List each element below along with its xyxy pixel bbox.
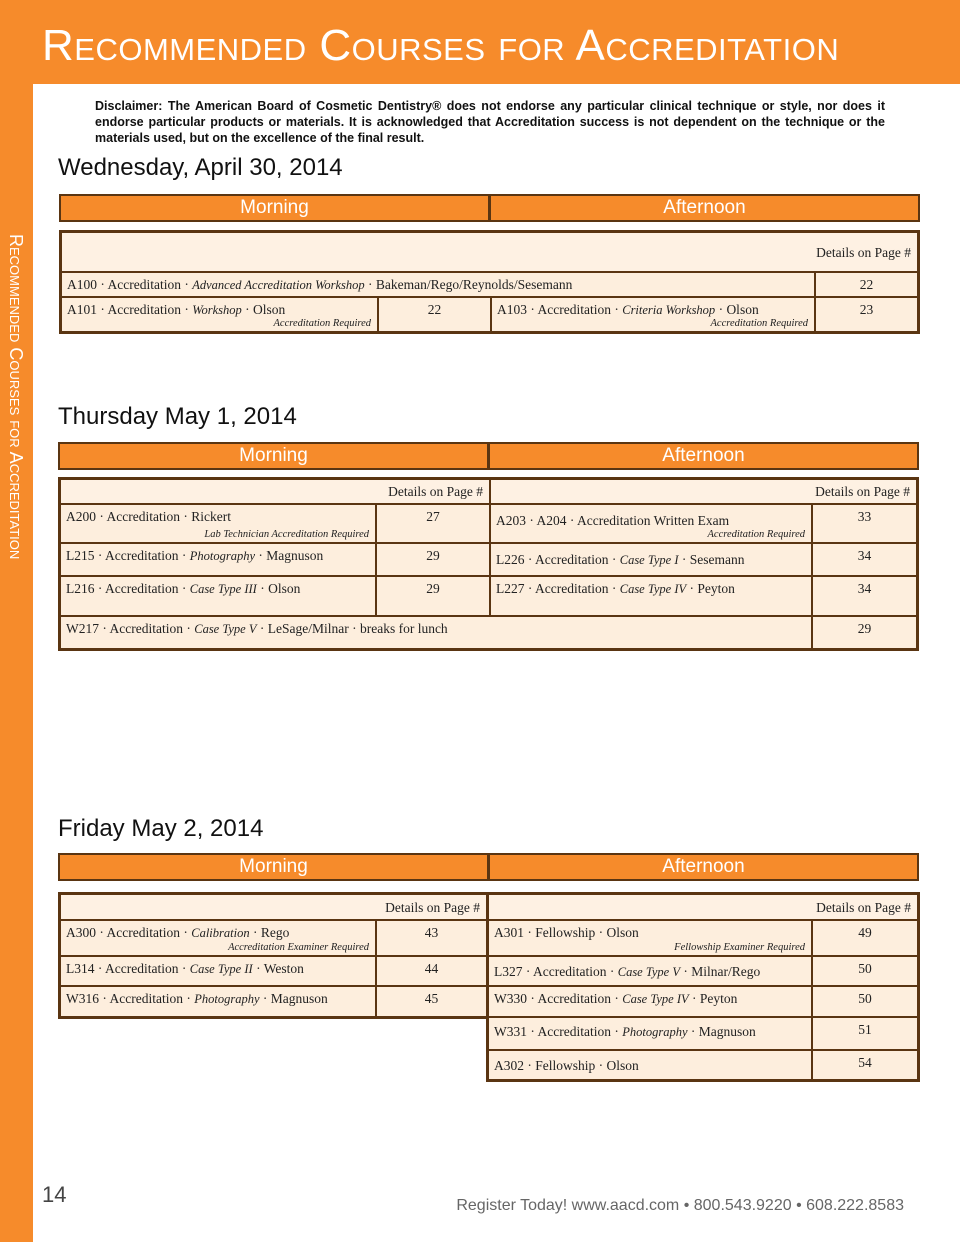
page-ref: 45 xyxy=(376,986,487,1017)
separator: · xyxy=(687,1024,699,1039)
course-instructor: Peyton xyxy=(699,991,738,1006)
separator: · xyxy=(94,548,106,563)
sidebar-title: Recommended Courses for Accreditation xyxy=(6,234,26,560)
course-instructor: Magnuson xyxy=(698,1024,756,1039)
page-ref: 49 xyxy=(812,920,918,956)
details-label-text: Details on Page # xyxy=(388,484,483,499)
separator: · xyxy=(595,925,607,940)
separator: · xyxy=(678,552,690,567)
separator: · xyxy=(524,925,536,940)
morning-header: Morning xyxy=(58,442,489,470)
separator: · xyxy=(256,621,268,636)
table-row xyxy=(60,616,812,649)
page-ref: 29 xyxy=(376,576,490,616)
page-ref: 22 xyxy=(815,272,918,297)
course-code: W217 xyxy=(66,621,99,636)
course-code: L215 xyxy=(66,548,95,563)
separator: · xyxy=(364,277,376,292)
course-instructor: Magnuson xyxy=(270,991,328,1006)
separator: · xyxy=(524,1058,536,1073)
course-code: A103 xyxy=(497,302,527,317)
course-name: Case Type V xyxy=(194,622,257,636)
separator: · xyxy=(527,991,538,1006)
course-name: Photography xyxy=(622,1025,688,1039)
page-title: Recommended Courses for Accreditation xyxy=(42,21,840,70)
course-category: Accreditation xyxy=(107,277,181,292)
details-label xyxy=(60,479,490,504)
separator: · xyxy=(178,581,190,596)
separator: · xyxy=(610,991,623,1006)
course-name: Case Type IV xyxy=(619,582,687,596)
separator: · xyxy=(255,548,267,563)
course-instructor: Bakeman/Rego/Reynolds/Sesemann xyxy=(375,277,573,292)
table-row xyxy=(60,956,376,986)
course-category: Accreditation xyxy=(109,991,183,1006)
table-row xyxy=(488,1017,812,1050)
separator: · xyxy=(99,621,110,636)
day-title-wednesday: Wednesday, April 30, 2014 xyxy=(58,154,343,181)
schedule-table-wednesday xyxy=(59,230,920,334)
table-row xyxy=(490,504,812,543)
course-code: A300 xyxy=(66,925,96,940)
separator: · xyxy=(715,302,727,317)
separator: · xyxy=(606,964,618,979)
separator: · xyxy=(96,925,107,940)
disclaimer: Disclaimer: The American Board of Cosmetic Dentistry® does not endorse any particular clinical technique or style, nor does it endorse particular products or materials. It is acknowledged that Accreditation success is not dependent on the technique or the materials used, but on the excellence of the final result. xyxy=(95,99,885,145)
table-row xyxy=(60,504,376,543)
details-label-text: Details on Page # xyxy=(385,900,480,915)
course-instructor: LeSage/Milnar · breaks for lunch xyxy=(267,621,448,636)
course-instructor: Olson xyxy=(253,302,286,317)
course-name: Case Type II xyxy=(189,962,253,976)
details-label xyxy=(490,479,917,504)
page-ref: 27 xyxy=(376,504,490,543)
course-code: L314 xyxy=(66,961,95,976)
schedule-table-friday-afternoon xyxy=(486,892,920,1082)
schedule-table-friday-morning xyxy=(58,892,489,1019)
course-code: A302 xyxy=(494,1058,524,1073)
afternoon-header: Afternoon xyxy=(488,442,919,470)
course-category: Accreditation xyxy=(535,581,609,596)
table-row xyxy=(490,576,812,616)
table-row xyxy=(61,272,815,297)
page-ref: 51 xyxy=(812,1017,918,1050)
table-row xyxy=(60,986,376,1017)
course-instructor: Magnuson xyxy=(266,548,324,563)
page-ref: 44 xyxy=(376,956,487,986)
separator: · xyxy=(180,302,193,317)
separator: · xyxy=(256,581,269,596)
separator: · xyxy=(610,1024,623,1039)
details-label-text: Details on Page # xyxy=(816,245,911,260)
details-label-text: Details on Page # xyxy=(815,484,910,499)
course-instructor: Olson xyxy=(726,302,759,317)
course-category: Accreditation xyxy=(105,961,179,976)
details-label xyxy=(60,894,487,920)
afternoon-header: Afternoon xyxy=(488,853,919,881)
separator: · xyxy=(595,1058,607,1073)
course-category: Accreditation xyxy=(106,509,180,524)
course-code: W331 xyxy=(494,1024,527,1039)
page-ref: 29 xyxy=(376,543,490,576)
course-category: Fellowship xyxy=(535,925,596,940)
separator: · xyxy=(524,581,536,596)
table-row xyxy=(491,297,815,332)
separator: · xyxy=(688,991,700,1006)
course-name: Case Type IV xyxy=(622,992,689,1006)
separator: · xyxy=(97,302,108,317)
page-header xyxy=(0,0,960,84)
requirement-note: Lab Technician Accreditation Required xyxy=(204,529,369,540)
course-code: L327 xyxy=(494,964,523,979)
course-instructor: Olson xyxy=(606,1058,639,1073)
separator: · xyxy=(524,552,536,567)
page-number: 14 xyxy=(42,1182,67,1207)
separator: · xyxy=(180,277,193,292)
table-row xyxy=(488,986,812,1017)
course-name: Photography xyxy=(189,549,256,563)
separator: · xyxy=(527,302,538,317)
course-category: Accreditation xyxy=(537,991,611,1006)
course-instructor: Rego xyxy=(260,925,290,940)
day-title-friday: Friday May 2, 2014 xyxy=(58,815,264,842)
day-title-thursday: Thursday May 1, 2014 xyxy=(58,403,297,430)
separator: · xyxy=(96,509,107,524)
page-ref: 50 xyxy=(812,956,918,986)
separator: · xyxy=(522,964,534,979)
separator: · xyxy=(249,925,261,940)
table-row xyxy=(61,297,378,332)
page-ref: 22 xyxy=(378,297,491,332)
course-code: A101 xyxy=(67,302,97,317)
separator: · xyxy=(259,991,271,1006)
separator: · xyxy=(94,961,106,976)
table-row xyxy=(60,920,376,956)
sidebar xyxy=(0,84,33,1242)
page-ref: 34 xyxy=(812,543,917,576)
table-row xyxy=(488,956,812,986)
separator: · xyxy=(182,621,195,636)
separator: · xyxy=(686,581,698,596)
course-instructor: Peyton xyxy=(697,581,735,596)
separator: · xyxy=(179,509,192,524)
page-ref: 34 xyxy=(812,576,917,616)
details-label xyxy=(61,232,918,272)
course-name: Workshop xyxy=(192,303,242,317)
separator: · xyxy=(94,581,106,596)
page-ref: 29 xyxy=(812,616,917,649)
course-code: A100 xyxy=(67,277,97,292)
separator: · xyxy=(608,581,620,596)
morning-header: Morning xyxy=(58,853,489,881)
course-code: W330 xyxy=(494,991,527,1006)
course-instructor: Olson xyxy=(268,581,301,596)
page-ref: 23 xyxy=(815,297,918,332)
course-instructor: Sesemann xyxy=(689,552,745,567)
course-category: Accreditation xyxy=(105,581,179,596)
course-name: Calibration xyxy=(191,926,250,940)
course-instructor: Rickert xyxy=(191,509,231,524)
course-category: Accreditation xyxy=(105,548,179,563)
course-category: Accreditation xyxy=(535,552,609,567)
course-code: W316 xyxy=(66,991,99,1006)
requirement-note: Accreditation Required xyxy=(707,529,805,540)
table-row xyxy=(488,1050,812,1080)
course-title: A203 · A204 · Accreditation Written Exam xyxy=(496,513,730,528)
separator: · xyxy=(241,302,254,317)
table-row xyxy=(60,543,376,576)
course-code: L226 xyxy=(496,552,525,567)
requirement-note: Accreditation Examiner Required xyxy=(228,942,369,953)
afternoon-header: Afternoon xyxy=(489,194,920,222)
details-label xyxy=(488,894,918,920)
course-category: Accreditation xyxy=(537,1024,611,1039)
requirement-note: Accreditation Required xyxy=(273,318,371,329)
separator: · xyxy=(178,548,190,563)
separator: · xyxy=(99,991,110,1006)
table-row xyxy=(60,576,376,616)
course-name: Case Type III xyxy=(189,582,257,596)
course-category: Accreditation xyxy=(107,302,181,317)
course-code: A301 xyxy=(494,925,524,940)
page-ref: 43 xyxy=(376,920,487,956)
course-code: A200 xyxy=(66,509,96,524)
course-name: Advanced Accreditation Workshop xyxy=(192,278,365,292)
separator: · xyxy=(610,302,623,317)
separator: · xyxy=(179,925,192,940)
course-code: L227 xyxy=(496,581,525,596)
footer-contact: Register Today! www.aacd.com • 800.543.9220 • 608.222.8583 xyxy=(456,1197,904,1214)
separator: · xyxy=(680,964,692,979)
table-row xyxy=(490,543,812,576)
page-ref: 33 xyxy=(812,504,917,543)
course-name: Case Type I xyxy=(619,553,679,567)
table-row xyxy=(488,920,812,956)
course-category: Accreditation xyxy=(106,925,180,940)
course-category: Accreditation xyxy=(537,302,611,317)
page-ref: 54 xyxy=(812,1050,918,1080)
course-name: Photography xyxy=(194,992,260,1006)
course-instructor: Olson xyxy=(606,925,639,940)
separator: · xyxy=(527,1024,538,1039)
course-category: Accreditation xyxy=(109,621,183,636)
course-instructor: Milnar/Rego xyxy=(691,964,761,979)
course-category: Fellowship xyxy=(535,1058,596,1073)
course-category: Accreditation xyxy=(533,964,607,979)
requirement-note: Fellowship Examiner Required xyxy=(674,942,805,953)
requirement-note: Accreditation Required xyxy=(710,318,808,329)
separator: · xyxy=(182,991,195,1006)
course-name: Criteria Workshop xyxy=(622,303,716,317)
schedule-table-thursday xyxy=(58,477,919,651)
separator: · xyxy=(178,961,190,976)
course-instructor: Weston xyxy=(263,961,304,976)
page-ref: 50 xyxy=(812,986,918,1017)
separator: · xyxy=(608,552,620,567)
separator: · xyxy=(97,277,108,292)
course-name: Case Type V xyxy=(617,965,680,979)
morning-header: Morning xyxy=(59,194,490,222)
details-label-text: Details on Page # xyxy=(816,900,911,915)
course-code: L216 xyxy=(66,581,95,596)
separator: · xyxy=(252,961,264,976)
